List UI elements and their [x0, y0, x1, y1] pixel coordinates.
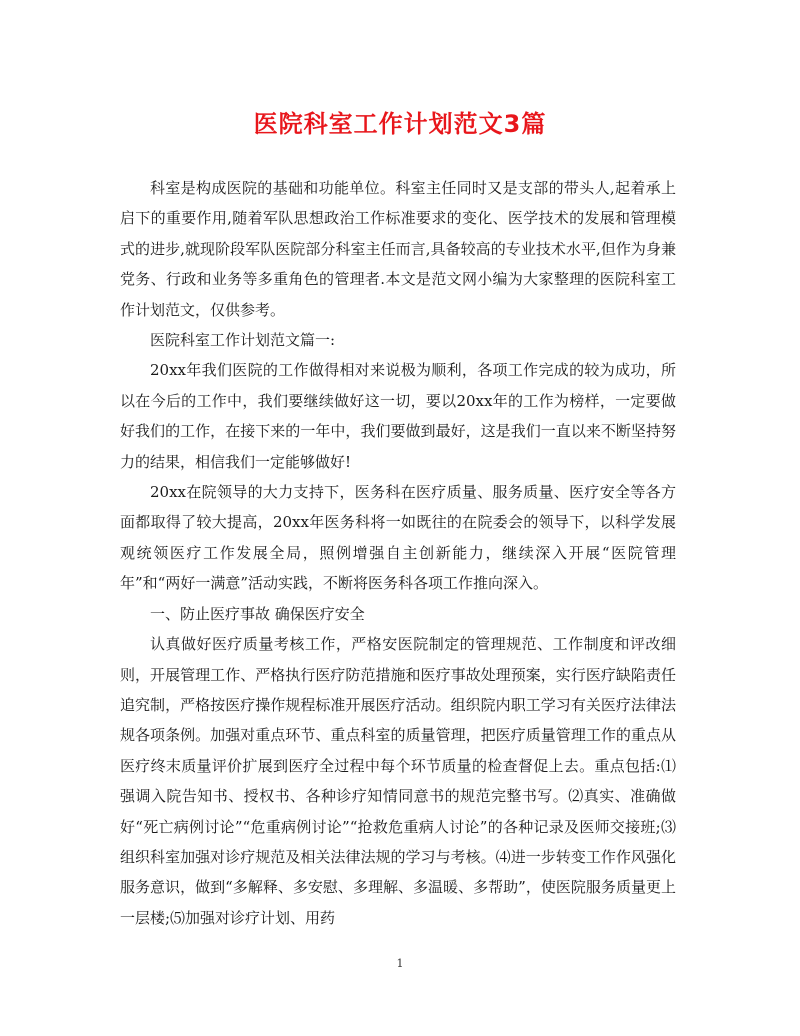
paragraph-support: 20xx在院领导的大力支持下，医务科在医疗质量、服务质量、医疗安全等各方面都取得了较大提高，20xx年医务科将一如既往的在院委会的领导下，以科学发展观统领医疗工作发展全局，照例增强自主创新能力，继续深入开展“医院管理年”和“两好一满意”活动实践，不断将医务科各项工作推向深入。	[120, 483, 676, 593]
paragraph-review: 20xx年我们医院的工作做得相对来说极为顺利，各项工作完成的较为成功，所以在今后的工作中，我们要继续做好这一切，要以20xx年的工作为榜样，一定要做好我们的工作，在接下来的一年中，我们要做到最好，这是我们一直以来不断坚持努力的结果，相信我们一定能够做好!	[120, 361, 676, 471]
paragraph-subheading: 一、防止医疗事故 确保医疗安全	[150, 604, 365, 623]
page-number: 1	[396, 957, 404, 970]
document-body	[120, 173, 676, 933]
paragraph-section-heading: 医院科室工作计划范文篇一:	[150, 331, 336, 350]
paragraph-intro: 科室是构成医院的基础和功能单位。科室主任同时又是支部的带头人,起着承上启下的重要作用,随着军队思想政治工作标准要求的变化、医学技术的发展和管理模式的进步,就现阶段军队医院部分科室主任而言,具备较高的专业技术水平,但作为身兼党务、行政和业务等多重角色的管理者.本文是范文网小编为大家整理的医院科室工作计划范文，仅供参考。	[120, 179, 676, 319]
paragraph-quality-management: 认真做好医疗质量考核工作，严格安医院制定的管理规范、工作制度和评改细则，开展管理工作、严格执行医疗防范措施和医疗事故处理预案，实行医疗缺陷责任追究制，严格按医疗操作规程标准开展医疗活动。组织院内职工学习有关医疗法律法规各项条例。加强对重点环节、重点科室的质量管理，把医疗质量管理工作的重点从医疗终末质量评价扩展到医疗全过程中每个环节质量的检查督促上去。重点包括:⑴强调入院告知书、授权书、各种诊疗知情同意书的规范完整书写。⑵真实、准确做好“死亡病例讨论”“危重病例讨论”“抢救危重病人讨论”的各种记录及医师交接班;⑶组织科室加强对诊疗规范及相关法律法规的学习与考核。⑷进一步转变工作作风强化服务意识，做到“多解释、多安慰、多理解、多温暖、多帮助”，使医院服务质量更上一层楼;⑸加强对诊疗计划、用药	[120, 635, 676, 927]
document-title: 医院科室工作计划范文3篇	[253, 110, 547, 138]
